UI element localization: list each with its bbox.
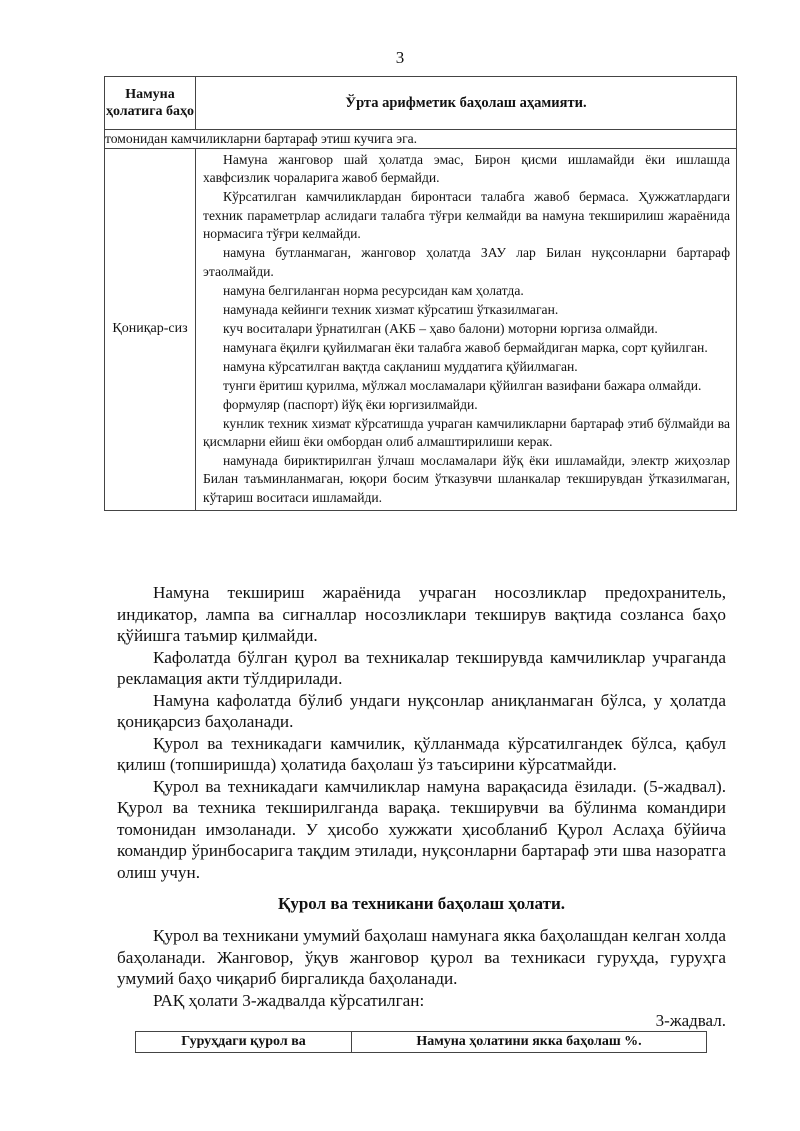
criterion-item: намунага ёқилғи қуйилмаган ёки талабга жавоб бермайдиган марка, сорт қуйилган. — [223, 339, 708, 355]
criterion-item: куч воситалари ўрнатилган (АКБ – ҳаво балони) моторни юргиза олмайди. — [223, 320, 658, 336]
criterion-item: тунги ёритиш қурилма, мўлжал мосламалари қўйилган вазифани бажара олмайди. — [223, 377, 702, 393]
table-header-row — [105, 77, 737, 130]
table2-header-row — [136, 1032, 707, 1053]
section-heading-block — [117, 894, 726, 914]
criterion-item: Намуна жанговор шай ҳолатда эмас, Бирон қисми ишламайди ёки ишлашда хавфсизлик чораларига жавоб бермайди. — [203, 152, 730, 186]
criterion-item: намунада кейинги техник хизмат кўрсатиш ўтказилмаган. — [223, 301, 559, 317]
criterion-item: Кўрсатилган камчиликлардан биронтаси талабга жавоб бермаса. Ҳужжатлардаги техник параметрлар аслидаги талабга тўғри келмайди ва намуна текширилиш жараёнида нормасига тўғри келмайди. — [203, 189, 730, 242]
criterion-item: формуляр (паспорт) йўқ ёки юргизилмайди. — [223, 396, 478, 412]
paragraph: Кафолатда бўлган қурол ва техникалар текширувда камчиликлар учраганда рекламация акти тўлдирилади. — [117, 647, 726, 688]
section-text — [117, 925, 726, 1031]
criterion-item: кунлик техник хизмат кўрсатишда учраган камчиликларни бартараф этиб бўлмайди ва қисмларни ейиш ёки омбордан олиб алмаштирилиши керак. — [203, 415, 730, 450]
paragraph: Намуна кафолатда бўлиб ундаги нуқсонлар аниқланмаган бўлса, у ҳолатда қониқарсиз баҳоланади. — [117, 690, 726, 731]
paragraph: Қурол ва техникадаги камчиликлар намуна варақасида ёзилади. (5-жадвал). Қурол ва техника текширилганда варақа. текширувчи ва бўлинма командири томонидан имзоланади. У ҳисобо хужжати ҳисобланиб Қурол Аслаҳа бўйича командир ўринбосарига тақдим этилади, нуқсонларни бартараф эти шва назоратга олиш учун. — [117, 776, 726, 882]
table-caption: 3-жадвал. — [655, 1011, 726, 1030]
paragraph: РАҚ ҳолати 3-жадвалда кўрсатилган: — [153, 990, 425, 1010]
header-group-weapons: Гуруҳдаги қурол ва — [136, 1032, 352, 1053]
body-text — [117, 582, 726, 883]
section-heading: Қурол ва техникани баҳолаш ҳолати. — [278, 894, 565, 913]
paragraph: Қурол ва техникадаги камчилик, қўлланмада кўрсатилгандек бўлса, қабул қилиш (топширишда) ҳолатида баҳолаш ўз таъсирини кўрсатмайди. — [117, 733, 726, 774]
header-average-value: Ўрта арифметик баҳолаш аҳамияти. — [196, 77, 737, 130]
criteria-list — [196, 149, 737, 511]
header-individual-evaluation: Намуна ҳолатини якка баҳолаш %. — [352, 1032, 707, 1053]
continuation-text: томонидан камчиликларни бартараф этиш кучига эга. — [105, 130, 737, 149]
continuation-row — [105, 130, 737, 149]
criterion-item: намуна кўрсатилган вақтда сақланиш муддатига қўйилмаган. — [223, 358, 578, 374]
group-evaluation-table — [135, 1031, 707, 1053]
header-evaluation: Намуна ҳолатига баҳо — [105, 77, 196, 130]
row-label-unsatisfactory: Қониқар-сиз — [105, 149, 196, 511]
criterion-item: намунада бириктирилган ўлчаш мосламалари йўқ ёки ишламайди, электр жиҳозлар Билан таъминланмаган, юқори босим ўтказувчи шланкалар текширувдан ўтказилмаган, кўтариш воситаси ишламайди. — [203, 453, 730, 505]
criterion-item: намуна бутланмаган, жанговор ҳолатда ЗАУ лар Билан нуқсонларни бартараф этаолмайди. — [203, 245, 730, 279]
criterion-item: намуна белгиланган норма ресурсидан кам ҳолатда. — [223, 282, 524, 298]
page-number: 3 — [395, 48, 405, 67]
paragraph: Қурол ва техникани умумий баҳолаш намунага якка баҳолашдан келган холда баҳоланади. Жанговор, ўқув жанговор қурол ва техникаси гуруҳда, гуруҳга умумий баҳо чиқариб биргаликда баҳоланади. — [117, 926, 726, 988]
evaluation-table — [104, 76, 737, 511]
paragraph: Намуна текшириш жараёнида учраган носозликлар предохранитель, индикатор, лампа ва сигналлар носозликлари текширув вақтида созланса баҳо қўйишга таъмир қилмайди. — [117, 583, 726, 645]
unsatisfactory-row — [105, 149, 737, 511]
